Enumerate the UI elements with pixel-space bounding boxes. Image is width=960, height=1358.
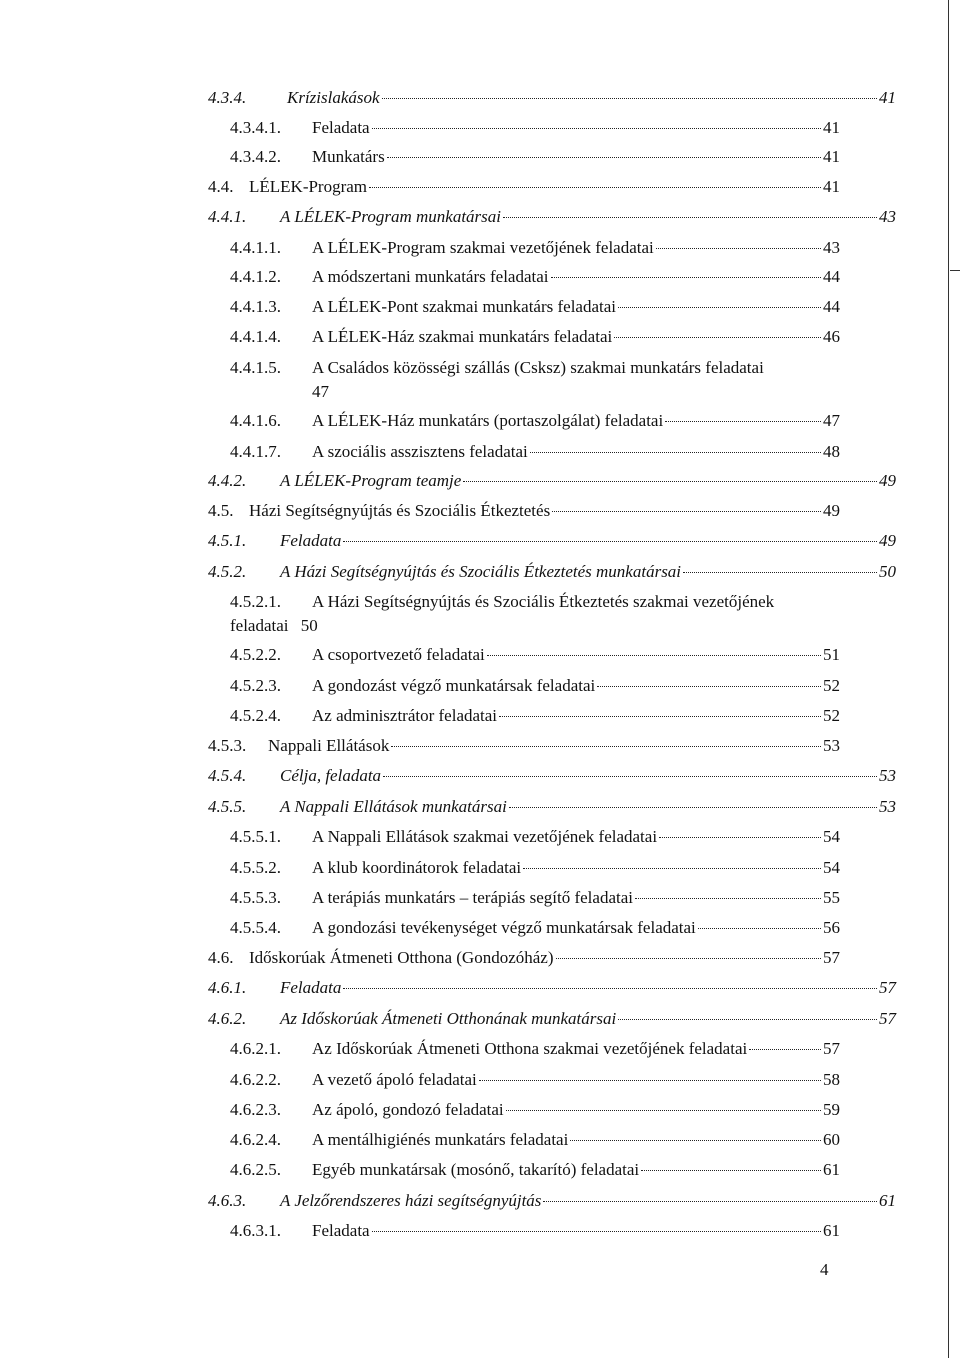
- toc-title: Munkatárs: [312, 147, 385, 166]
- toc-page: 41: [879, 88, 896, 107]
- toc-number: 4.6.2.5.: [230, 1160, 281, 1179]
- toc-page: 46: [823, 327, 840, 346]
- toc-leader: [618, 307, 821, 308]
- toc-title: A Házi Segítségnyújtás és Szociális Étkeztetés munkatársai: [280, 562, 682, 581]
- toc-title: A klub koordinátorok feladatai: [312, 858, 522, 877]
- toc-title: A LÉLEK-Pont szakmai munkatárs feladatai: [312, 297, 617, 316]
- toc-title: A módszertani munkatárs feladatai: [312, 267, 549, 286]
- toc-title: A gondozási tevékenységet végző munkatársak feladatai: [312, 918, 696, 937]
- toc-entry[interactable]: [230, 325, 840, 349]
- toc-entry[interactable]: [230, 825, 840, 849]
- toc-number: 4.5.2.: [208, 562, 247, 581]
- toc-title: A LÉLEK-Program munkatársai: [280, 207, 502, 226]
- toc-leader: [570, 1140, 821, 1141]
- toc-title: Feladata: [280, 978, 342, 997]
- toc-page: 55: [823, 888, 840, 907]
- toc-number: 4.4.: [208, 177, 234, 196]
- toc-leader: [503, 217, 877, 218]
- toc-entry[interactable]: [230, 1098, 840, 1122]
- toc-page: 47: [312, 382, 329, 401]
- toc-title: Feladata: [280, 531, 342, 550]
- toc-number: 4.6.2.: [208, 1009, 247, 1028]
- toc-entry[interactable]: [230, 674, 840, 698]
- toc-number: 4.4.1.7.: [230, 442, 281, 461]
- toc-title: Az adminisztrátor feladatai: [312, 706, 498, 725]
- toc-title: Feladata: [312, 118, 370, 137]
- toc-title: A LÉLEK-Program teamje: [280, 471, 462, 490]
- toc-leader: [523, 868, 821, 869]
- toc-number: 4.5.2.1.: [230, 592, 281, 611]
- toc-leader: [499, 716, 821, 717]
- toc-leader: [391, 746, 821, 747]
- toc-page: 44: [823, 297, 840, 316]
- toc-title: A Jelzőrendszeres házi segítségnyújtás: [280, 1191, 542, 1210]
- toc-number: 4.6.2.3.: [230, 1100, 281, 1119]
- toc-leader: [530, 452, 821, 453]
- toc-page: 41: [823, 118, 840, 137]
- toc-leader: [543, 1201, 877, 1202]
- toc-page: 41: [823, 177, 840, 196]
- toc-title: A LÉLEK-Program szakmai vezetőjének feladatai: [312, 238, 654, 257]
- toc-entry[interactable]: [230, 236, 840, 260]
- toc-leader: [659, 837, 821, 838]
- toc-title: Időskorúak Átmeneti Otthona (Gondozóház): [249, 948, 554, 967]
- toc-number: 4.4.1.: [208, 207, 247, 226]
- toc-entry[interactable]: [208, 795, 896, 819]
- toc-entry[interactable]: [208, 86, 896, 110]
- toc-number: 4.4.1.6.: [230, 411, 281, 430]
- toc-leader: [749, 1049, 821, 1050]
- toc-entry[interactable]: [230, 295, 840, 319]
- toc-number: 4.4.1.3.: [230, 297, 281, 316]
- toc-entry[interactable]: [230, 643, 840, 667]
- toc-leader: [551, 277, 822, 278]
- toc-leader: [387, 157, 821, 158]
- toc-page: 58: [823, 1070, 840, 1089]
- toc-page: 49: [879, 471, 896, 490]
- toc-page: 59: [823, 1100, 840, 1119]
- toc-title: A gondozást végző munkatársak feladatai: [312, 676, 596, 695]
- toc-leader: [552, 511, 821, 512]
- toc-page: 41: [823, 147, 840, 166]
- toc-title: Házi Segítségnyújtás és Szociális Étkeztetés: [249, 501, 551, 520]
- toc-entry[interactable]: [208, 1007, 896, 1031]
- toc-number: 4.6.3.1.: [230, 1221, 281, 1240]
- toc-number: 4.5.2.2.: [230, 645, 281, 664]
- toc-page: 61: [823, 1160, 840, 1179]
- toc-entry[interactable]: [230, 1037, 840, 1061]
- toc-entry[interactable]: [208, 764, 896, 788]
- toc-title: A terápiás munkatárs – terápiás segítő feladatai: [312, 888, 633, 907]
- toc-entry[interactable]: [208, 946, 840, 970]
- toc-page: 53: [823, 736, 840, 755]
- toc-page: 51: [823, 645, 840, 664]
- toc-leader: [343, 541, 877, 542]
- toc-leader: [635, 898, 821, 899]
- toc-title: A Családos közösségi szállás (Csksz) szakmai munkatárs feladatai: [312, 358, 764, 377]
- toc-entry[interactable]: [208, 1189, 896, 1213]
- toc-number: 4.6.2.2.: [230, 1070, 281, 1089]
- toc-title: A vezető ápoló feladatai: [312, 1070, 477, 1089]
- toc-number: 4.4.2.: [208, 471, 247, 490]
- toc-entry[interactable]: [208, 499, 840, 523]
- toc-title: Az Időskorúak Átmeneti Otthona szakmai vezetőjének feladatai: [312, 1039, 748, 1058]
- toc-title: A szociális asszisztens feladatai: [312, 442, 528, 461]
- toc-entry[interactable]: [230, 704, 840, 728]
- toc-page: 60: [823, 1130, 840, 1149]
- toc-number: 4.6.: [208, 948, 234, 967]
- toc-leader: [343, 988, 877, 989]
- toc-number: 4.5.2.4.: [230, 706, 281, 725]
- toc-leader: [597, 686, 821, 687]
- toc-number: 4.5.4.: [208, 766, 247, 785]
- toc-page: 54: [823, 827, 840, 846]
- toc-page: 52: [823, 706, 840, 725]
- toc-entry[interactable]: [208, 175, 840, 199]
- toc-number: 4.6.3.: [208, 1191, 247, 1210]
- toc-entry[interactable]: [230, 886, 840, 910]
- toc-page: 57: [879, 978, 896, 997]
- toc-title: Nappali Ellátások: [268, 736, 390, 755]
- toc-entry[interactable]: [230, 1128, 840, 1152]
- toc-number: 4.4.1.5.: [230, 358, 281, 377]
- toc-page: 47: [823, 411, 840, 430]
- toc-entry[interactable]: [208, 469, 896, 493]
- toc-page: 43: [879, 207, 896, 226]
- toc-title: Feladata: [312, 1221, 370, 1240]
- toc-page: 53: [879, 797, 896, 816]
- toc-title-continuation: feladatai: [230, 616, 289, 635]
- toc-title: A Nappali Ellátások munkatársai: [280, 797, 507, 816]
- toc-entry[interactable]: [230, 590, 840, 614]
- toc-page: 49: [823, 501, 840, 520]
- toc-entry[interactable]: [230, 440, 840, 464]
- toc-page: 61: [879, 1191, 896, 1210]
- toc-page: 61: [823, 1221, 840, 1240]
- toc-entry[interactable]: [208, 976, 896, 1000]
- toc-entry[interactable]: [230, 265, 840, 289]
- toc-title: A Nappali Ellátások szakmai vezetőjének feladatai: [312, 827, 658, 846]
- toc-title: LÉLEK-Program: [249, 177, 368, 196]
- toc-number: 4.5.1.: [208, 531, 247, 550]
- toc-entry[interactable]: [230, 116, 840, 140]
- toc-page: 57: [823, 1039, 840, 1058]
- toc-title: Az ápoló, gondozó feladatai: [312, 1100, 504, 1119]
- toc-entry[interactable]: [230, 1158, 840, 1182]
- toc-page: 43: [823, 238, 840, 257]
- toc-title: A mentálhigiénés munkatárs feladatai: [312, 1130, 569, 1149]
- toc-page: 53: [879, 766, 896, 785]
- toc-number: 4.4.1.4.: [230, 327, 281, 346]
- toc-entry[interactable]: [208, 734, 840, 758]
- page-edge-tick: [950, 270, 960, 271]
- toc-title: Célja, feladata: [280, 766, 382, 785]
- page-edge-line: [948, 0, 949, 1358]
- toc-page: 44: [823, 267, 840, 286]
- toc-number: 4.5.: [208, 501, 234, 520]
- toc-leader: [509, 807, 877, 808]
- toc-number: 4.5.2.3.: [230, 676, 281, 695]
- toc-entry[interactable]: [230, 1219, 840, 1243]
- toc-entry[interactable]: [230, 145, 840, 169]
- toc-number: 4.5.5.2.: [230, 858, 281, 877]
- toc-title: Az Időskorúak Átmeneti Otthonának munkatársai: [280, 1009, 617, 1028]
- toc-number: 4.6.1.: [208, 978, 247, 997]
- toc-number: 4.3.4.1.: [230, 118, 281, 137]
- toc-number: 4.5.5.4.: [230, 918, 281, 937]
- toc-title: A Házi Segítségnyújtás és Szociális Étkeztetés szakmai vezetőjének: [312, 592, 775, 611]
- toc-entry[interactable]: [230, 856, 840, 880]
- toc-leader: [383, 776, 877, 777]
- toc-leader: [656, 248, 821, 249]
- toc-number: 4.6.2.1.: [230, 1039, 281, 1058]
- toc-page: 50: [300, 616, 318, 635]
- toc-entry[interactable]: [230, 1068, 840, 1092]
- toc-page: 52: [823, 676, 840, 695]
- toc-entry[interactable]: [230, 916, 840, 940]
- toc-leader: [556, 958, 822, 959]
- toc-entry[interactable]: [208, 529, 896, 553]
- toc-leader: [665, 421, 821, 422]
- toc-page: 56: [823, 918, 840, 937]
- toc-leader: [369, 187, 821, 188]
- toc-entry-continuation: [230, 614, 318, 638]
- toc-entry[interactable]: [230, 356, 840, 404]
- toc-number: 4.5.3.: [208, 736, 247, 755]
- toc-entry[interactable]: [208, 560, 896, 584]
- toc-page: 49: [879, 531, 896, 550]
- toc-title: Krízislakások: [287, 88, 380, 107]
- toc-leader: [618, 1019, 877, 1020]
- toc-leader: [641, 1170, 821, 1171]
- toc-number: 4.6.2.4.: [230, 1130, 281, 1149]
- toc-leader: [487, 655, 821, 656]
- toc-leader: [698, 928, 821, 929]
- toc-title: A LÉLEK-Ház munkatárs (portaszolgálat) feladatai: [312, 411, 664, 430]
- toc-leader: [372, 128, 821, 129]
- toc-number: 4.4.1.1.: [230, 238, 281, 257]
- toc-entry[interactable]: [230, 409, 840, 433]
- toc-number: 4.4.1.2.: [230, 267, 281, 286]
- toc-title: A csoportvezető feladatai: [312, 645, 485, 664]
- toc-leader: [683, 572, 877, 573]
- toc-page: 48: [823, 442, 840, 461]
- toc-page: 54: [823, 858, 840, 877]
- toc-leader: [463, 481, 877, 482]
- toc-leader: [372, 1231, 821, 1232]
- toc-page: 50: [879, 562, 896, 581]
- toc-title: A LÉLEK-Ház szakmai munkatárs feladatai: [312, 327, 613, 346]
- toc-leader: [382, 98, 877, 99]
- toc-number: 4.5.5.1.: [230, 827, 281, 846]
- toc-number: 4.3.4.2.: [230, 147, 281, 166]
- toc-page: 57: [879, 1009, 896, 1028]
- toc-entry[interactable]: [208, 205, 896, 229]
- toc-number: 4.5.5.3.: [230, 888, 281, 907]
- page-number: 4: [820, 1260, 829, 1279]
- toc-number: 4.3.4.: [208, 88, 247, 107]
- toc-title: Egyéb munkatársak (mosónő, takarító) feladatai: [312, 1160, 640, 1179]
- toc-leader: [479, 1080, 821, 1081]
- toc-number: 4.5.5.: [208, 797, 247, 816]
- toc-leader: [506, 1110, 821, 1111]
- toc-leader: [614, 337, 821, 338]
- toc-page: 57: [823, 948, 840, 967]
